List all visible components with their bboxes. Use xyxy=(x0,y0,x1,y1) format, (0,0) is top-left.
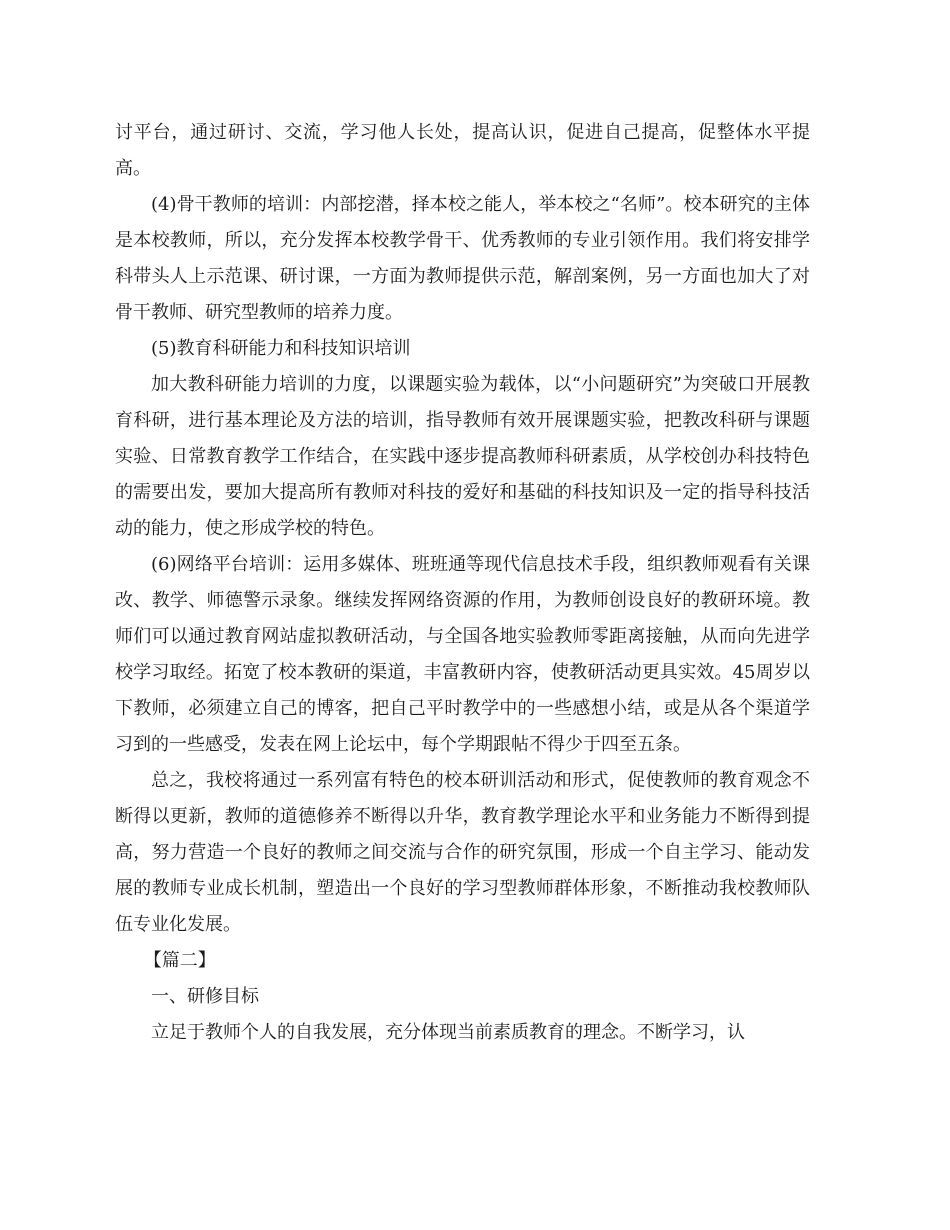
heading-research-goals: 一、研修目标 xyxy=(151,986,259,1007)
paragraph-network-platform-training: (6)网络平台培训：运用多媒体、班班通等现代信息技术手段，组织教师观看有关课改、教学、师德警示录象。继续发挥网络资源的作用，为教师创设良好的教研环境。教师们可以通过教育网站虚拟教研活动，与全国各地实验教师零距离接触，从而向先进学校学习取经。拓宽了校本教研的渠道，丰富教研内容，使教研活动更具实效。45周岁以下教师，必须建立自己的博客，把自己平时教学中的一些感想小结，或是从各个渠道学习到的一些感受，发表在网上论坛中，每个学期跟帖不得少于四至五条。 xyxy=(115,554,810,755)
paragraph-research-ability: 加大教科研能力培训的力度，以课题实验为载体，以“小问题研究”为突破口开展教育科研，进行基本理论及方法的培训，指导教师有效开展课题实验，把教改科研与课题实验、日常教育教学工作结合，在实践中逐步提高教师科研素质，从学校创办科技特色的需要出发，要加大提高所有教师对科技的爱好和基础的科技知识及一定的指导科技活动的能力，使之形成学校的特色。 xyxy=(115,374,810,539)
heading-research-ability-training: (5)教育科研能力和科技知识培训 xyxy=(151,338,411,359)
paragraph-goals-intro: 立足于教师个人的自我发展，充分体现当前素质教育的理念。不断学习，认 xyxy=(151,1022,745,1043)
section-title-part-two: 【篇二】 xyxy=(143,950,216,971)
paragraph-backbone-teacher-training: (4)骨干教师的培训：内部挖潜，择本校之能人，举本校之“名师”。校本研究的主体是本校教师，所以，充分发挥本校教学骨干、优秀教师的专业引领作用。我们将安排学科带头人上示范课、研讨课，一方面为教师提供示范，解剖案例，另一方面也加大了对骨干教师、研究型教师的培养力度。 xyxy=(115,194,810,323)
paragraph-continuation: 讨平台，通过研讨、交流，学习他人长处，提高认识，促进自己提高，促整体水平提高。 xyxy=(115,122,810,179)
paragraph-summary: 总之，我校将通过一系列富有特色的校本研训活动和形式，促使教师的教育观念不断得以更新，教师的道德修养不断得以升华，教育教学理论水平和业务能力不断得到提高，努力营造一个良好的教师之间交流与合作的研究氛围，形成一个自主学习、能动发展的教师专业成长机制，塑造出一个良好的学习型教师群体形象，不断推动我校教师队伍专业化发展。 xyxy=(115,770,810,935)
document-page xyxy=(115,115,810,1051)
